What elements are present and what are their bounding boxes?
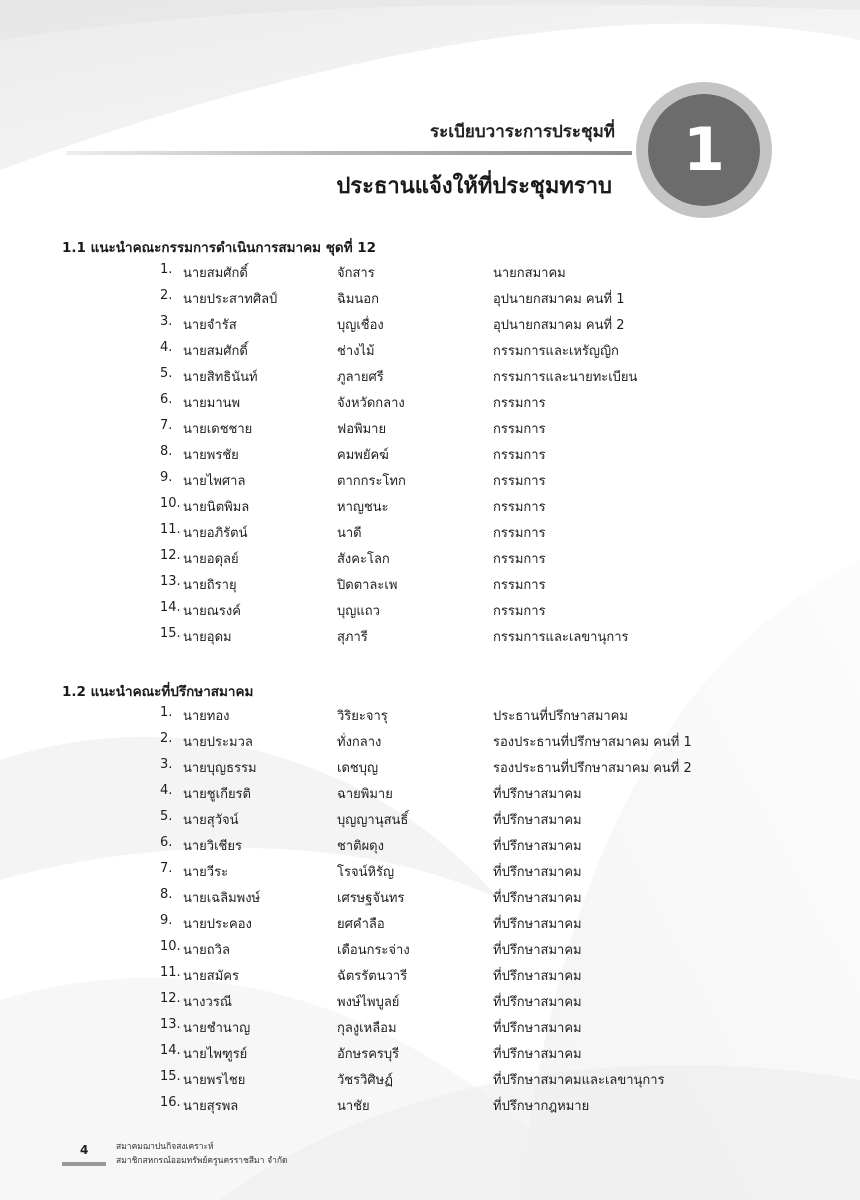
last-name: พงษ์ไพบูลย์ (337, 995, 400, 1010)
item-number: 13. (160, 1017, 181, 1032)
first-name: นายประมวล (183, 735, 253, 750)
last-name: จักสาร (337, 266, 375, 281)
item-number: 1. (160, 262, 173, 277)
position: รองประธานที่ปรึกษาสมาคม คนที่ 2 (493, 761, 692, 776)
first-name: นายชูเกียรติ (183, 787, 251, 802)
last-name: นาดี (337, 526, 362, 541)
position: ที่ปรึกษาสมาคม (493, 891, 582, 906)
item-number: 8. (160, 444, 173, 459)
footer-coop-name: สมาชิกสหกรณ์ออมทรัพย์ครูนครราชสีมา จำกัด (116, 1156, 288, 1166)
item-number: 9. (160, 470, 173, 485)
position: กรรมการ (493, 578, 546, 593)
position: อุปนายกสมาคม คนที่ 1 (493, 292, 625, 307)
last-name: ฟอพิมาย (337, 422, 387, 437)
item-number: 5. (160, 809, 173, 824)
item-number: 7. (160, 418, 173, 433)
last-name: ฉัตรรัตนวารี (337, 969, 408, 984)
position: ที่ปรึกษาสมาคม (493, 787, 582, 802)
first-name: นายสมัคร (183, 969, 239, 984)
first-name: นายนิตพิมล (183, 500, 250, 515)
position: ที่ปรึกษาสมาคม (493, 943, 582, 958)
position: กรรมการและเลขานุการ (493, 630, 629, 645)
last-name: เดือนกระจ่าง (337, 943, 410, 958)
last-name: อักษรครบุรี (337, 1047, 400, 1062)
last-name: จังหวัดกลาง (337, 396, 405, 411)
first-name: นายพรไชย (183, 1073, 246, 1088)
item-number: 15. (160, 1069, 181, 1084)
agenda-number-badge (636, 82, 772, 218)
section-heading-advisors: 1.2 แนะนำคณะที่ปรึกษาสมาคม (62, 684, 254, 700)
agenda-label: ระเบียบวาระการประชุมที่ (430, 122, 615, 142)
item-number: 9. (160, 913, 173, 928)
position: กรรมการ (493, 552, 546, 567)
position: กรรมการ (493, 474, 546, 489)
first-name: นายอดุลย์ (183, 552, 239, 567)
first-name: นายอุดม (183, 630, 232, 645)
item-number: 11. (160, 522, 181, 537)
last-name: บุญเชื่อง (337, 318, 384, 333)
last-name: ตากกระโทก (337, 474, 406, 489)
last-name: วัชรวิศิษฏ์ (337, 1073, 393, 1088)
first-name: นายสุวัจน์ (183, 813, 239, 828)
first-name: นายพรชัย (183, 448, 239, 463)
position: อุปนายกสมาคม คนที่ 2 (493, 318, 625, 333)
first-name: นางวรณี (183, 995, 232, 1010)
page-number: 4 (80, 1143, 89, 1157)
first-name: นายวีระ (183, 865, 229, 880)
item-number: 16. (160, 1095, 181, 1110)
item-number: 14. (160, 600, 181, 615)
item-number: 6. (160, 835, 173, 850)
last-name: เศรษฐจันทร (337, 891, 405, 906)
position: กรรมการและเหรัญญิก (493, 344, 619, 359)
item-number: 11. (160, 965, 181, 980)
agenda-title: ประธานแจ้งให้ที่ประชุมทราบ (336, 174, 612, 199)
item-number: 2. (160, 288, 173, 303)
item-number: 14. (160, 1043, 181, 1058)
footer-org-name: สมาคมฌาปนกิจสงเคราะห์ (116, 1142, 214, 1152)
item-number: 4. (160, 340, 173, 355)
first-name: นายสมศักดิ์ (183, 266, 248, 281)
last-name: เดชบุญ (337, 761, 379, 776)
first-name: นายถิรายุ (183, 578, 237, 593)
last-name: โรจน์หิรัญ (337, 865, 395, 880)
item-number: 6. (160, 392, 173, 407)
last-name: ชาติผดุง (337, 839, 384, 854)
position: ที่ปรึกษาสมาคม (493, 865, 582, 880)
last-name: ฉิมนอก (337, 292, 379, 307)
position: ที่ปรึกษาสมาคม (493, 969, 582, 984)
position: กรรมการ (493, 604, 546, 619)
position: ที่ปรึกษาสมาคม (493, 995, 582, 1010)
item-number: 3. (160, 757, 173, 772)
position: ที่ปรึกษาสมาคม (493, 1047, 582, 1062)
agenda-number: 1 (648, 94, 760, 206)
first-name: นายมานพ (183, 396, 241, 411)
position: ที่ปรึกษาสมาคม (493, 1021, 582, 1036)
item-number: 10. (160, 496, 181, 511)
last-name: หาญชนะ (337, 500, 389, 515)
last-name: สุภารี (337, 630, 368, 645)
item-number: 2. (160, 731, 173, 746)
item-number: 12. (160, 548, 181, 563)
first-name: นายบุญธรรม (183, 761, 257, 776)
first-name: นายประคอง (183, 917, 252, 932)
section-heading-committee: 1.1 แนะนำคณะกรรมการดำเนินการสมาคม ชุดที่ 12 (62, 240, 377, 256)
first-name: นายสุรพล (183, 1099, 239, 1114)
first-name: นายจำรัส (183, 318, 237, 333)
last-name: ช่างไม้ (337, 344, 375, 359)
item-number: 8. (160, 887, 173, 902)
first-name: นายอภิรัตน์ (183, 526, 248, 541)
position: ที่ปรึกษาสมาคม (493, 813, 582, 828)
item-number: 12. (160, 991, 181, 1006)
position: กรรมการ (493, 526, 546, 541)
first-name: นายวิเชียร (183, 839, 242, 854)
first-name: นายสิทธินันท์ (183, 370, 258, 385)
position: ที่ปรึกษาสมาคม (493, 917, 582, 932)
item-number: 10. (160, 939, 181, 954)
first-name: นายชำนาญ (183, 1021, 251, 1036)
last-name: ทั่งกลาง (337, 735, 382, 750)
position: รองประธานที่ปรึกษาสมาคม คนที่ 1 (493, 735, 692, 750)
position: กรรมการ (493, 422, 546, 437)
item-number: 1. (160, 705, 173, 720)
position: กรรมการ (493, 448, 546, 463)
position: กรรมการและนายทะเบียน (493, 370, 638, 385)
first-name: นายณรงค์ (183, 604, 241, 619)
position: กรรมการ (493, 500, 546, 515)
first-name: นายถวิล (183, 943, 230, 958)
first-name: นายไพฑูรย์ (183, 1047, 248, 1062)
item-number: 5. (160, 366, 173, 381)
item-number: 3. (160, 314, 173, 329)
position: ที่ปรึกษากฎหมาย (493, 1099, 590, 1114)
position: ที่ปรึกษาสมาคมและเลขานุการ (493, 1073, 665, 1088)
first-name: นายไพศาล (183, 474, 246, 489)
first-name: นายเฉลิมพงษ์ (183, 891, 261, 906)
last-name: ปิดตาละเพ (337, 578, 398, 593)
item-number: 13. (160, 574, 181, 589)
last-name: บุญแถว (337, 604, 380, 619)
item-number: 15. (160, 626, 181, 641)
position: ที่ปรึกษาสมาคม (493, 839, 582, 854)
first-name: นายประสาทศิลป์ (183, 292, 278, 307)
position: นายกสมาคม (493, 266, 566, 281)
last-name: ฉายพิมาย (337, 787, 393, 802)
item-number: 4. (160, 783, 173, 798)
header-rule (66, 151, 632, 155)
item-number: 7. (160, 861, 173, 876)
first-name: นายทอง (183, 709, 230, 724)
first-name: นายเดชชาย (183, 422, 253, 437)
position: ประธานที่ปรึกษาสมาคม (493, 709, 628, 724)
footer-bar (62, 1162, 106, 1166)
last-name: คมพยัคฆ์ (337, 448, 389, 463)
last-name: วิริยะจารุ (337, 709, 388, 724)
last-name: บุญญานุสนธิ์ (337, 813, 409, 828)
first-name: นายสมศักดิ์ (183, 344, 248, 359)
last-name: ภูลายศรี (337, 370, 384, 385)
last-name: สังคะโลก (337, 552, 390, 567)
last-name: นาชัย (337, 1099, 370, 1114)
position: กรรมการ (493, 396, 546, 411)
last-name: ยศคำลือ (337, 917, 385, 932)
last-name: กุลงูเหลือม (337, 1021, 397, 1036)
